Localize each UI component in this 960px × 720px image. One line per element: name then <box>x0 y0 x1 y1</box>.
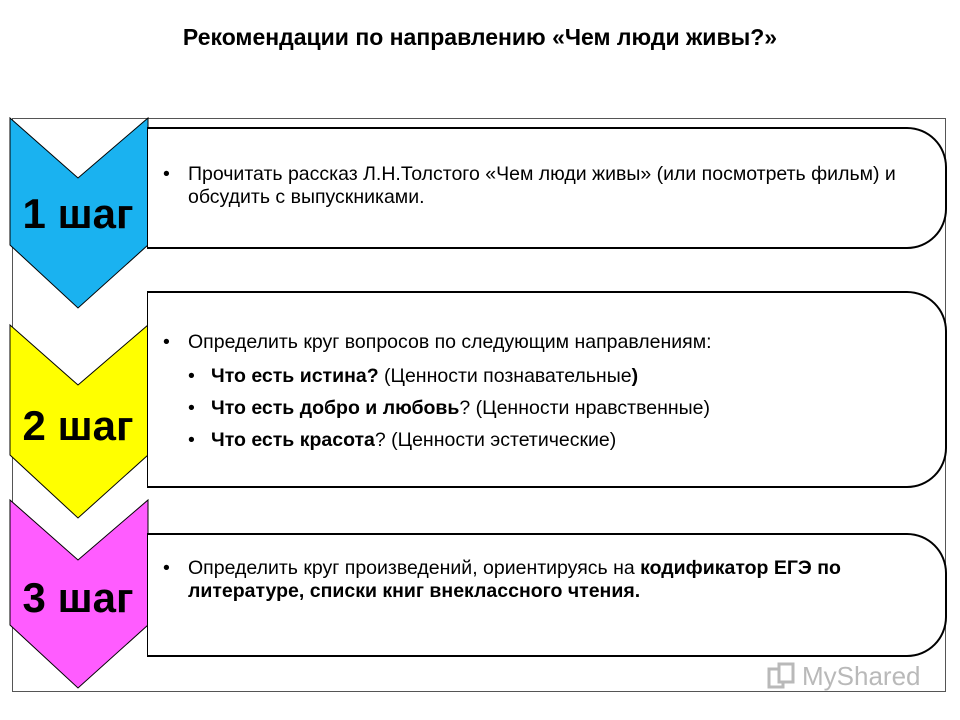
subitem-tail: ) <box>631 365 639 387</box>
step-3-text-bold: кодификатор ЕГЭ по литературе, списки книг внеклассного чтения. <box>188 557 841 602</box>
step-2-subitem <box>211 397 925 420</box>
step-1-card <box>147 127 947 249</box>
myshared-logo-icon <box>766 661 802 691</box>
step-2-label: 2 шаг <box>22 402 134 449</box>
step-2-card <box>147 291 947 488</box>
step-2-subitem <box>211 429 925 452</box>
step-1-text: • Прочитать рассказ Л.Н.Толстого «Чем люди живы» (или посмотреть фильм) и обсудить с выпускниками. <box>188 163 925 209</box>
step-3-text <box>188 557 925 603</box>
watermark <box>766 657 926 691</box>
subitem-bold: Что есть истина? <box>211 365 379 387</box>
subitem-text: ? (Ценности эстетические) <box>374 429 617 451</box>
step-1-label: 1 шаг <box>22 190 134 237</box>
page-title: Рекомендации по направлению «Чем люди живы?» <box>182 24 778 50</box>
step-2-subitem <box>211 365 925 388</box>
step-3-label: 3 шаг <box>22 574 134 621</box>
subitem-bold: Что есть красота <box>211 429 375 451</box>
subitem-bold: Что есть добро и любовь <box>211 397 460 419</box>
step-3-text-normal: Определить круг произведений, ориентируясь на <box>188 557 641 579</box>
subitem-text: (Ценности познавательные <box>378 365 632 387</box>
step-3-card <box>147 533 947 657</box>
step-2-text: • Определить круг вопросов по следующим направлениям: <box>188 331 925 354</box>
watermark-text: MyShared <box>802 661 921 692</box>
subitem-text: ? (Ценности нравственные) <box>459 397 710 419</box>
